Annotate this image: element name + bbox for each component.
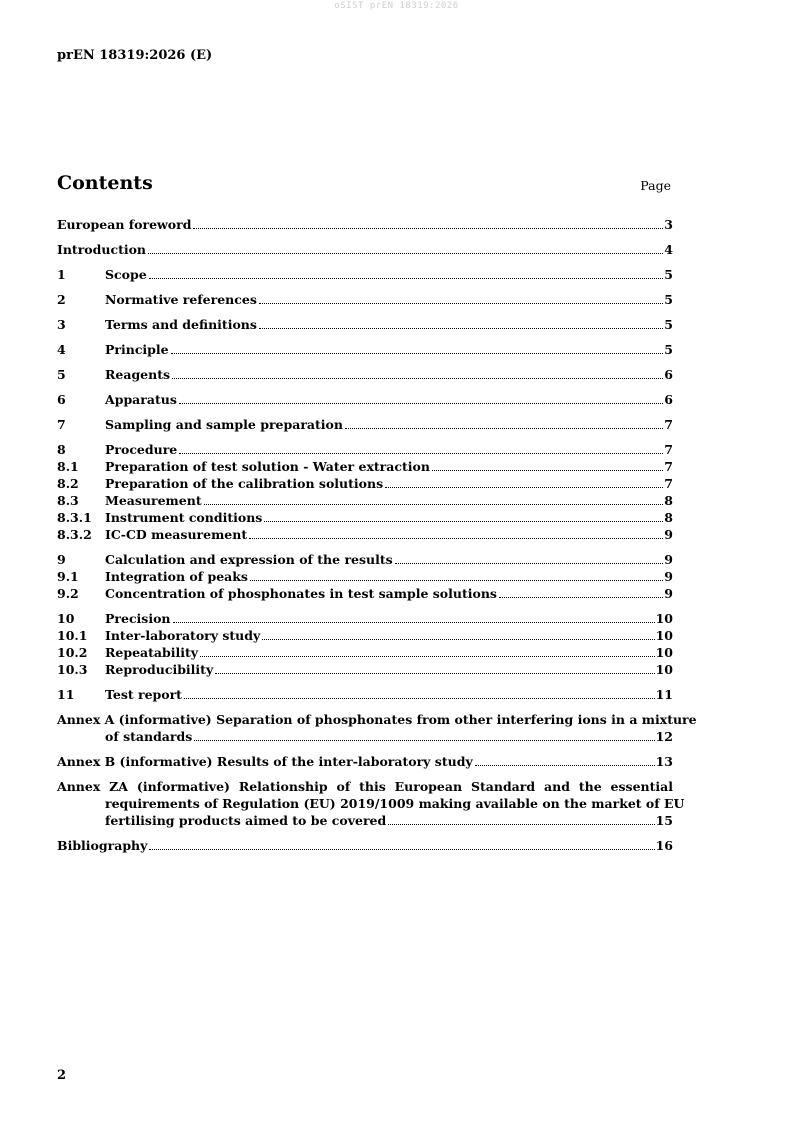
toc-entry-bibliography[interactable] bbox=[57, 837, 673, 854]
toc-entry[interactable] bbox=[57, 686, 673, 703]
toc-entry-number: 2 bbox=[57, 292, 66, 307]
toc-entry-number: 5 bbox=[57, 367, 66, 382]
toc-entry-title: Reagents bbox=[105, 367, 171, 382]
toc-entry-page: 5 bbox=[664, 317, 673, 332]
toc-entry[interactable] bbox=[57, 644, 673, 661]
toc-entry-title: Test report bbox=[105, 687, 182, 702]
annex-b-page: 13 bbox=[655, 754, 673, 769]
toc-entry-page: 10 bbox=[655, 662, 673, 677]
toc-entry-page: 5 bbox=[664, 292, 673, 307]
toc-entry-title: Measurement bbox=[105, 493, 202, 508]
annex-a-title-line-1: Annex A (informative) Separation of phosphonates from other interfering ions in a mixture bbox=[57, 712, 697, 727]
toc-entry-number: 8.3 bbox=[57, 493, 79, 508]
toc-entry-page: 5 bbox=[664, 342, 673, 357]
toc-entry-number: 8.3.2 bbox=[57, 527, 92, 542]
dot-leader bbox=[172, 377, 663, 379]
annex-b-title: Annex B (informative) Results of the inter-laboratory study bbox=[57, 754, 473, 769]
toc-entry[interactable] bbox=[57, 585, 673, 602]
toc-entry-number: 8.1 bbox=[57, 459, 79, 474]
toc-entry-title: Normative references bbox=[105, 292, 257, 307]
contents-heading-row bbox=[57, 172, 671, 198]
toc-entry[interactable] bbox=[57, 458, 673, 475]
toc-entry-title: Apparatus bbox=[105, 392, 177, 407]
watermark: oSIST prEN 18319:2026 bbox=[334, 1, 459, 11]
page-number: 2 bbox=[57, 1068, 67, 1083]
toc-entry-title: European foreword bbox=[57, 217, 192, 232]
dot-leader bbox=[259, 302, 663, 304]
toc-entry[interactable] bbox=[57, 661, 673, 678]
toc-entry-number: 3 bbox=[57, 317, 66, 332]
toc-entry-number: 1 bbox=[57, 267, 66, 282]
toc-entry-number: 9.2 bbox=[57, 586, 79, 601]
toc-entry[interactable] bbox=[57, 216, 673, 233]
toc-entry-title: Reproducibility bbox=[105, 662, 214, 677]
toc-entry[interactable] bbox=[57, 416, 673, 433]
table-of-contents bbox=[57, 216, 697, 854]
dot-leader bbox=[193, 227, 663, 229]
toc-entry-number: 10.3 bbox=[57, 662, 88, 677]
toc-entry-page: 10 bbox=[655, 611, 673, 626]
toc-entry-page: 8 bbox=[664, 493, 673, 508]
bibliography-page: 16 bbox=[655, 838, 673, 853]
dot-leader bbox=[499, 596, 663, 598]
toc-entry-title: Principle bbox=[105, 342, 169, 357]
dot-leader bbox=[173, 621, 655, 623]
dot-leader bbox=[395, 562, 664, 564]
toc-entry[interactable] bbox=[57, 568, 673, 585]
toc-entry[interactable] bbox=[57, 509, 673, 526]
toc-entry-page: 7 bbox=[664, 476, 673, 491]
toc-entry-page: 6 bbox=[664, 367, 673, 382]
dot-leader bbox=[204, 503, 664, 505]
toc-entry-number: 4 bbox=[57, 342, 66, 357]
dot-leader bbox=[171, 352, 664, 354]
annex-za-page: 15 bbox=[655, 813, 673, 828]
dot-leader bbox=[345, 427, 663, 429]
toc-entry-title: Instrument conditions bbox=[105, 510, 263, 525]
toc-entry[interactable] bbox=[57, 266, 673, 283]
toc-entry-number: 8.3.1 bbox=[57, 510, 92, 525]
toc-entry-annex-a[interactable] bbox=[57, 711, 697, 745]
toc-entry-page: 4 bbox=[664, 242, 673, 257]
toc-entry-page: 7 bbox=[664, 417, 673, 432]
toc-entry-title: Calculation and expression of the results bbox=[105, 552, 393, 567]
toc-entry-page: 5 bbox=[664, 267, 673, 282]
contents-title: Contents bbox=[57, 172, 153, 194]
dot-leader bbox=[194, 739, 654, 741]
toc-entry-page: 8 bbox=[664, 510, 673, 525]
toc-entry-page: 10 bbox=[655, 628, 673, 643]
toc-entry-title: Preparation of the calibration solutions bbox=[105, 476, 384, 491]
dot-leader bbox=[184, 697, 655, 699]
toc-entry-number: 8.2 bbox=[57, 476, 79, 491]
toc-entry-number: 10.2 bbox=[57, 645, 88, 660]
toc-entry-page: 9 bbox=[664, 552, 673, 567]
toc-entry-page: 7 bbox=[664, 442, 673, 457]
toc-entry-page: 9 bbox=[664, 527, 673, 542]
toc-entry[interactable] bbox=[57, 316, 673, 333]
toc-entry-number: 6 bbox=[57, 392, 66, 407]
toc-entry[interactable] bbox=[57, 551, 673, 568]
toc-entry[interactable] bbox=[57, 475, 673, 492]
annex-a-title-line-2-row bbox=[57, 728, 673, 745]
dot-leader bbox=[259, 327, 663, 329]
toc-entry-page: 6 bbox=[664, 392, 673, 407]
dot-leader bbox=[149, 277, 664, 279]
toc-entry-title: IC-CD measurement bbox=[105, 527, 248, 542]
dot-leader bbox=[215, 672, 654, 674]
toc-entry-number: 10.1 bbox=[57, 628, 88, 643]
bibliography-title: Bibliography bbox=[57, 838, 148, 853]
toc-entry-page: 10 bbox=[655, 645, 673, 660]
toc-entry-number: 9.1 bbox=[57, 569, 79, 584]
toc-entry-title: Preparation of test solution - Water extraction bbox=[105, 459, 430, 474]
dot-leader bbox=[149, 848, 654, 850]
toc-entry-number: 7 bbox=[57, 417, 66, 432]
toc-entry-title: Integration of peaks bbox=[105, 569, 248, 584]
document-id: prEN 18319:2026 (E) bbox=[57, 48, 213, 63]
toc-entry[interactable] bbox=[57, 526, 673, 543]
toc-entry-title: Introduction bbox=[57, 242, 147, 257]
toc-entry-title: Procedure bbox=[105, 442, 178, 457]
toc-entry-page: 7 bbox=[664, 459, 673, 474]
toc-entry-number: 11 bbox=[57, 687, 75, 702]
annex-za-title-line-3-row bbox=[57, 812, 673, 829]
toc-entry-title: Scope bbox=[105, 267, 147, 282]
dot-leader bbox=[200, 655, 655, 657]
dot-leader bbox=[388, 823, 654, 825]
toc-entry[interactable] bbox=[57, 366, 673, 383]
annex-a-title-line-2: of standards bbox=[105, 729, 193, 744]
toc-entry-title: Terms and definitions bbox=[105, 317, 257, 332]
toc-entry-annex-b[interactable] bbox=[57, 753, 673, 770]
page-column-label: Page bbox=[640, 178, 671, 193]
toc-entry[interactable] bbox=[57, 391, 673, 408]
toc-entry-page: 11 bbox=[655, 687, 673, 702]
annex-a-page: 12 bbox=[655, 729, 673, 744]
dot-leader bbox=[475, 764, 655, 766]
toc-entry[interactable] bbox=[57, 627, 673, 644]
dot-leader bbox=[179, 402, 663, 404]
toc-entry-title: Concentration of phosphonates in test sample solutions bbox=[105, 586, 497, 601]
toc-entry[interactable] bbox=[57, 441, 673, 458]
toc-entry-number: 10 bbox=[57, 611, 75, 626]
dot-leader bbox=[264, 520, 663, 522]
dot-leader bbox=[262, 638, 654, 640]
dot-leader bbox=[250, 579, 663, 581]
toc-entry[interactable] bbox=[57, 241, 673, 258]
toc-entry-number: 8 bbox=[57, 442, 66, 457]
toc-entry-title: Inter-laboratory study bbox=[105, 628, 261, 643]
dot-leader bbox=[385, 486, 663, 488]
dot-leader bbox=[179, 452, 663, 454]
dot-leader bbox=[432, 469, 663, 471]
annex-za-title-line-2: requirements of Regulation (EU) 2019/1009 making available on the market of EU bbox=[105, 796, 685, 811]
toc-entry[interactable] bbox=[57, 610, 673, 627]
dot-leader bbox=[249, 537, 663, 539]
annex-za-title-line-3: fertilising products aimed to be covered bbox=[105, 813, 387, 828]
toc-entry-page: 9 bbox=[664, 586, 673, 601]
toc-entry[interactable] bbox=[57, 291, 673, 308]
toc-entry-annex-za[interactable] bbox=[57, 778, 685, 829]
toc-entry[interactable] bbox=[57, 341, 673, 358]
dot-leader bbox=[148, 252, 663, 254]
toc-entry[interactable] bbox=[57, 492, 673, 509]
toc-entry-title: Repeatability bbox=[105, 645, 199, 660]
toc-entry-number: 9 bbox=[57, 552, 66, 567]
annex-za-title-line-1: Annex ZA (informative) Relationship of this European Standard and the essential bbox=[57, 779, 673, 794]
toc-entry-title: Precision bbox=[105, 611, 171, 626]
toc-entry-page: 9 bbox=[664, 569, 673, 584]
toc-entries bbox=[57, 216, 673, 703]
toc-entry-page: 3 bbox=[664, 217, 673, 232]
toc-entry-title: Sampling and sample preparation bbox=[105, 417, 343, 432]
